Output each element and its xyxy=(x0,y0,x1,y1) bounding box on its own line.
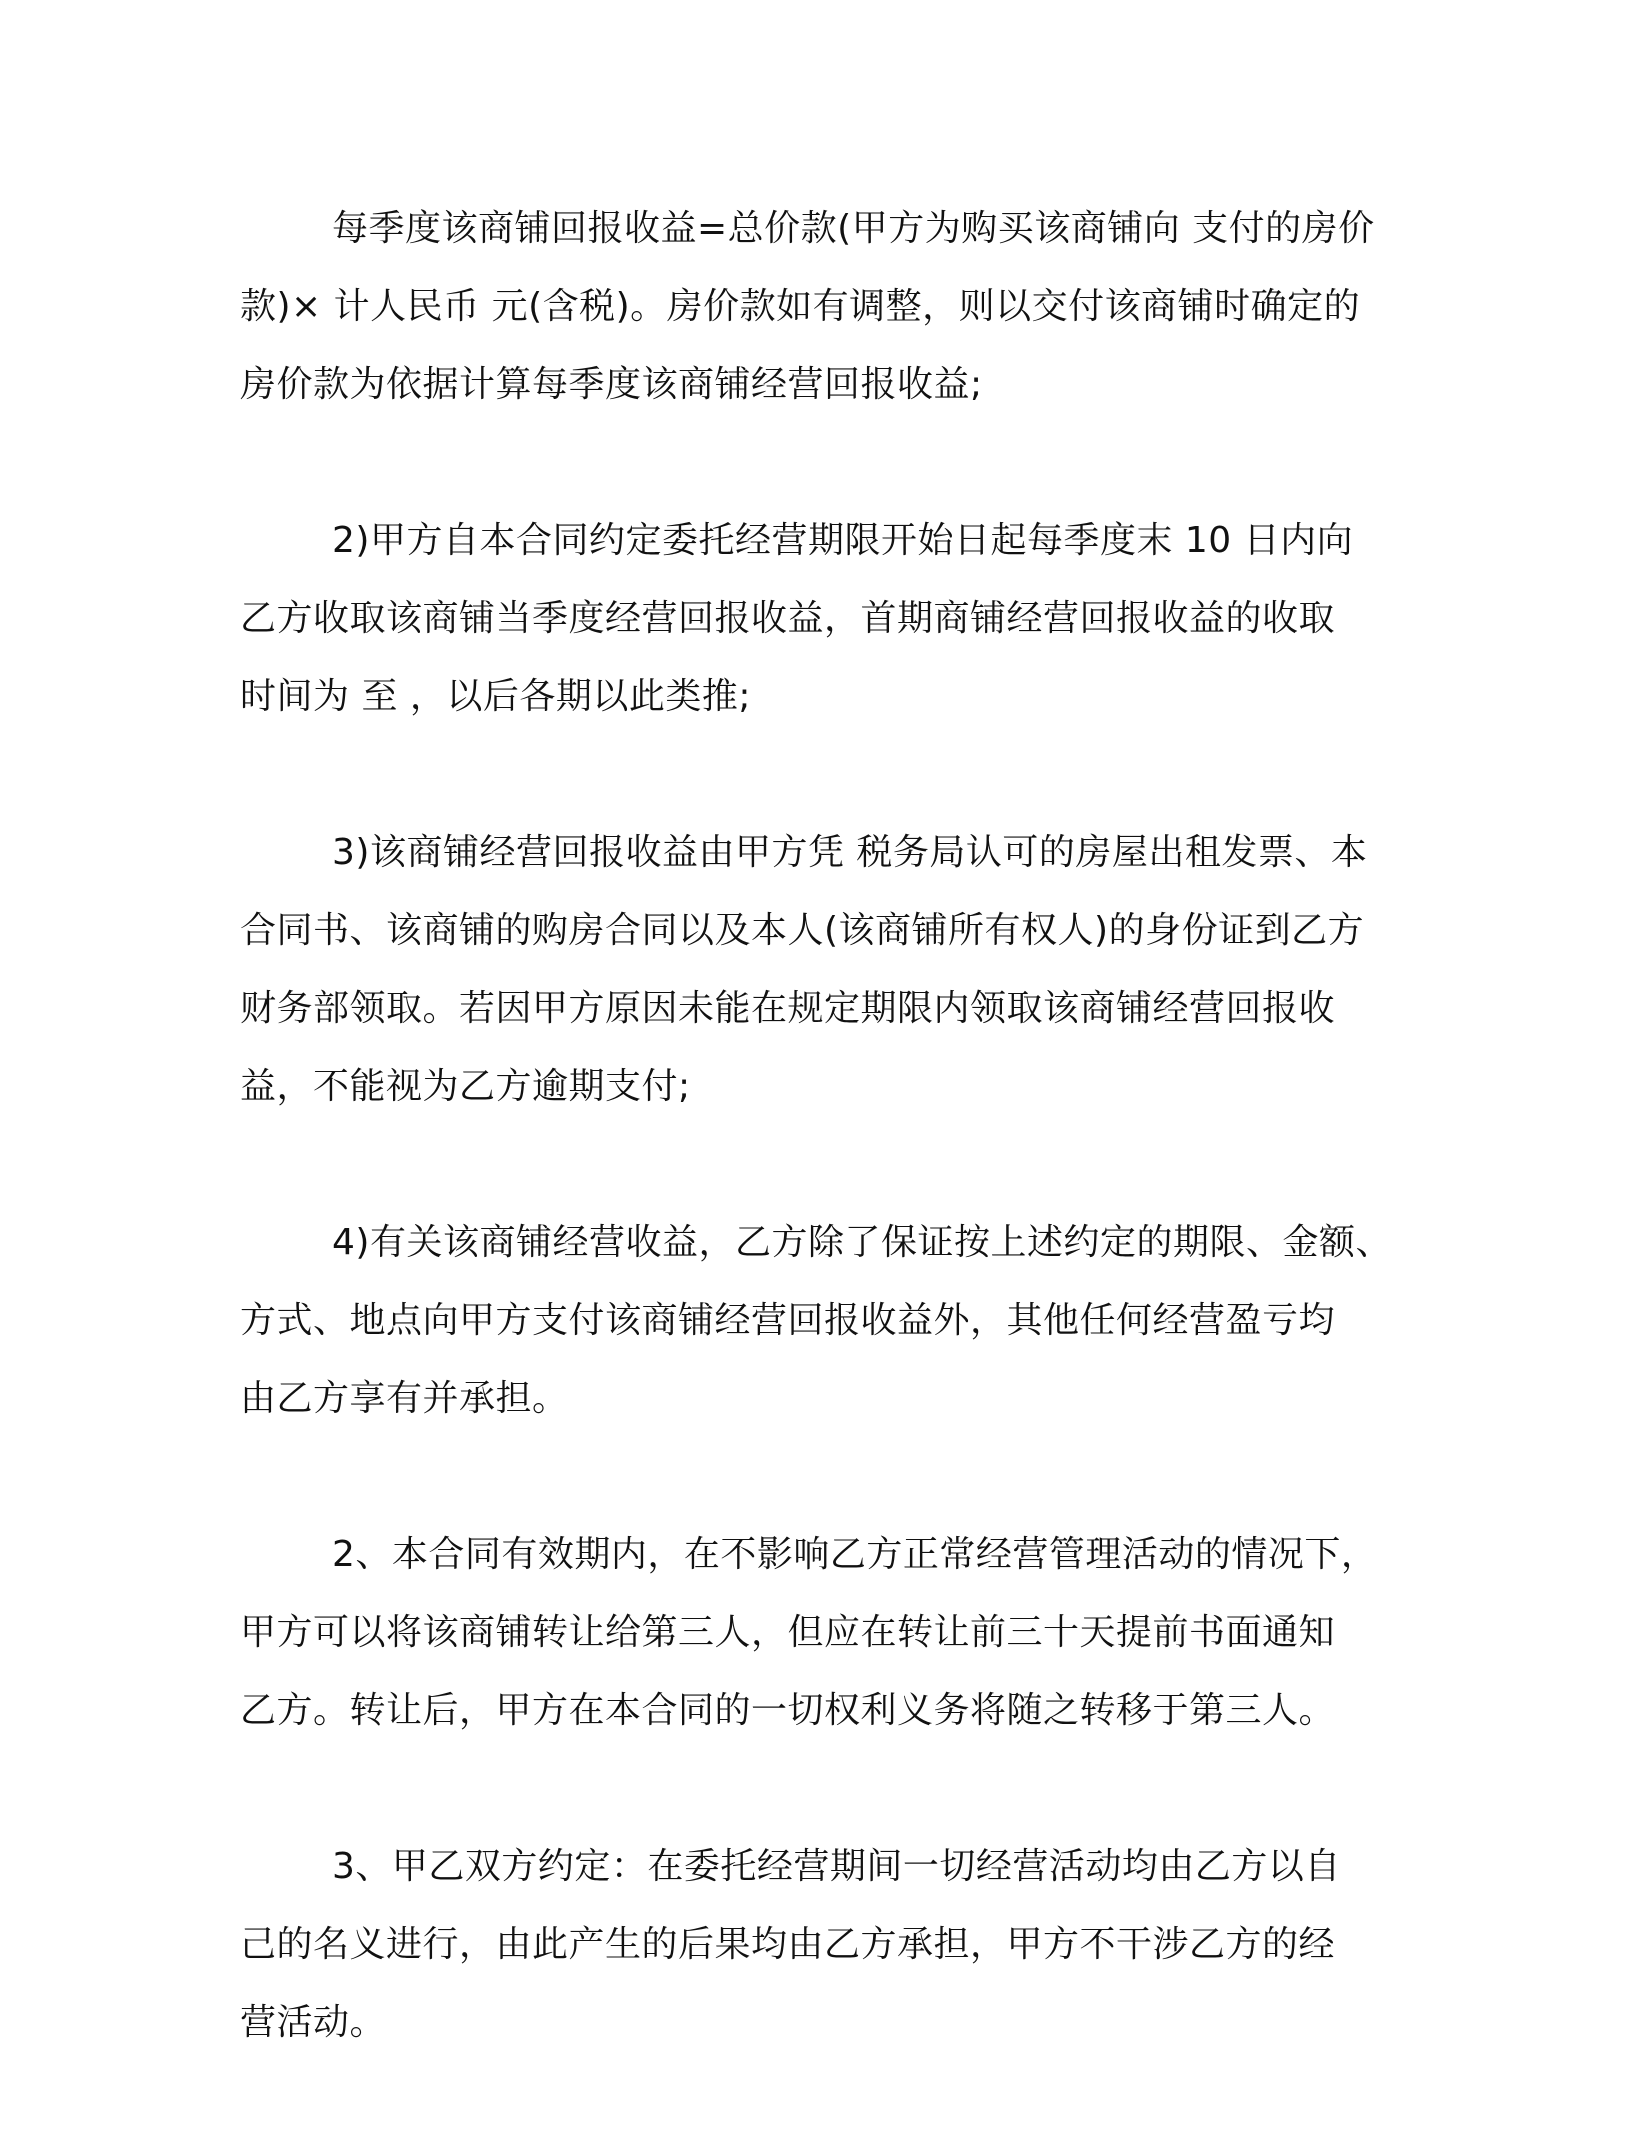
text-line: 甲方可以将该商铺转让给第三人，但应在转让前三十天提前书面通知 xyxy=(240,1612,1336,1653)
paragraph-item-2 xyxy=(240,502,1400,736)
text-line: 营活动。 xyxy=(240,2002,387,2043)
text-line: 时间为 至 ，以后各期以此类推; xyxy=(240,676,752,717)
text-line: 每季度该商铺回报收益=总价款(甲方为购买该商铺向 支付的房价 xyxy=(332,208,1375,249)
text-line: 方式、地点向甲方支付该商铺经营回报收益外，其他任何经营盈亏均 xyxy=(240,1300,1336,1341)
text-line: 3)该商铺经营回报收益由甲方凭 税务局认可的房屋出租发票、本 xyxy=(332,832,1368,873)
paragraph-clause-3 xyxy=(240,1828,1400,2062)
paragraph-item-4 xyxy=(240,1204,1400,1438)
paragraph-return-formula xyxy=(240,190,1400,424)
text-line: 2、本合同有效期内，在不影响乙方正常经营管理活动的情况下， xyxy=(332,1534,1378,1575)
text-line: 合同书、该商铺的购房合同以及本人(该商铺所有权人)的身份证到乙方 xyxy=(240,910,1365,951)
text-line: 益，不能视为乙方逾期支付; xyxy=(240,1066,691,1107)
text-line: 乙方。转让后，甲方在本合同的一切权利义务将随之转移于第三人。 xyxy=(240,1690,1336,1731)
paragraph-clause-2 xyxy=(240,1516,1400,1750)
text-line: 2)甲方自本合同约定委托经营期限开始日起每季度末 10 日内向 xyxy=(332,520,1354,561)
text-line: 3、甲乙双方约定：在委托经营期间一切经营活动均由乙方以自 xyxy=(332,1846,1341,1887)
document-body xyxy=(240,190,1400,2140)
text-line: 款)× 计人民币 元(含税)。房价款如有调整，则以交付该商铺时确定的 xyxy=(240,286,1361,327)
text-line: 由乙方享有并承担。 xyxy=(240,1378,569,1419)
text-line: 房价款为依据计算每季度该商铺经营回报收益; xyxy=(240,364,983,405)
paragraph-item-3 xyxy=(240,814,1400,1126)
text-line: 财务部领取。若因甲方原因未能在规定期限内领取该商铺经营回报收 xyxy=(240,988,1336,1029)
text-line: 己的名义进行，由此产生的后果均由乙方承担，甲方不干涉乙方的经 xyxy=(240,1924,1336,1965)
text-line: 乙方收取该商铺当季度经营回报收益，首期商铺经营回报收益的收取 xyxy=(240,598,1336,639)
text-line: 4)有关该商铺经营收益，乙方除了保证按上述约定的期限、金额、 xyxy=(332,1222,1392,1263)
